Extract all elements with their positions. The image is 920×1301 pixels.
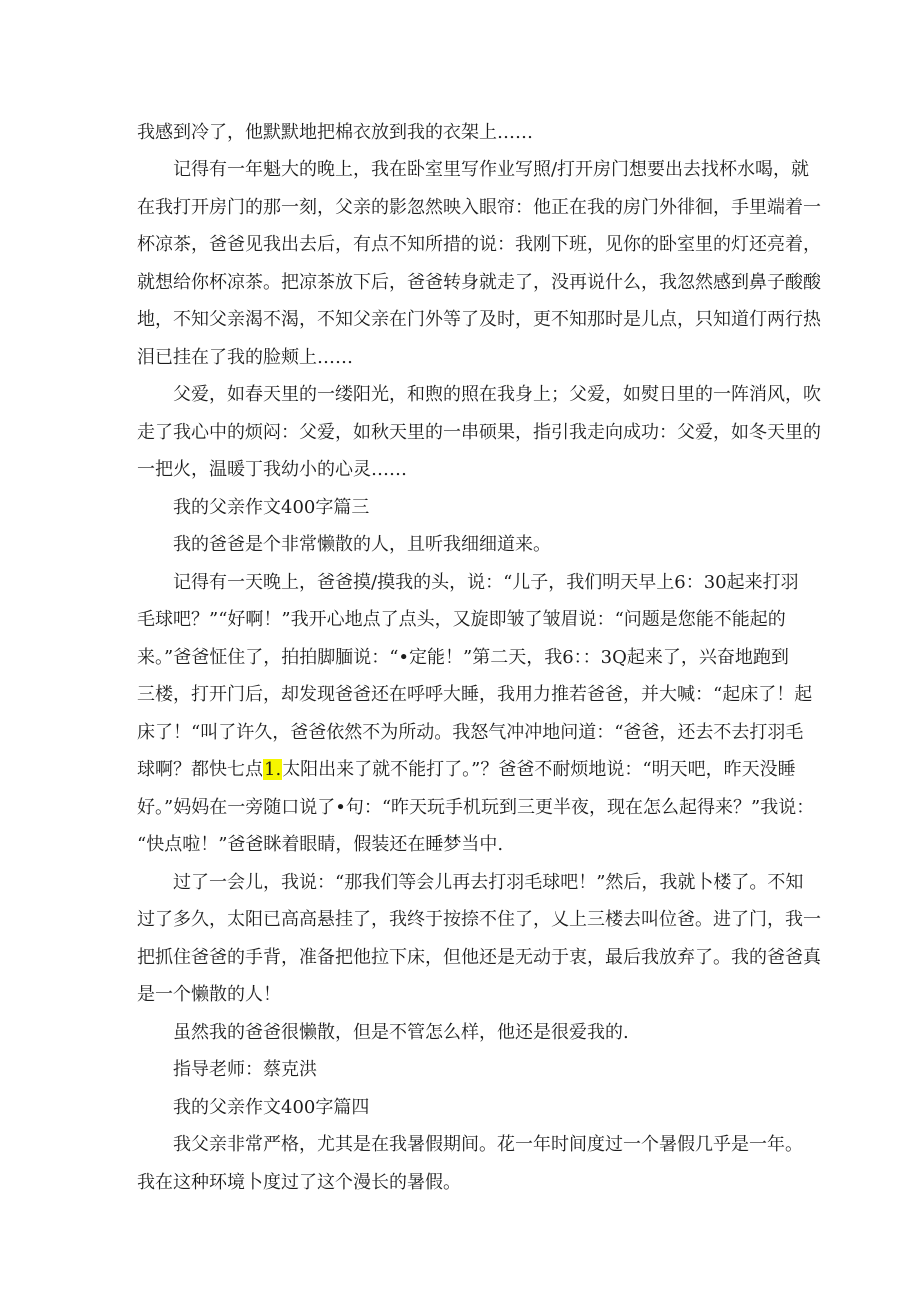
text-line: 过了一会儿，我说：“那我们等会儿再去打羽毛球吧！”然后，我就卜楼了。不知: [173, 872, 804, 893]
text-line: 我在这种环境卜度过了这个漫长的暑假。: [137, 1172, 461, 1193]
text-line: 毛球吧？”“好啊！”我开心地点了点头，又旋即皱了皱眉说：“问题是您能不能起的: [137, 609, 786, 630]
author-note: 指导老师：蔡克洪: [173, 1059, 317, 1080]
text-line: 走了我心中的烦闷：父爱，如秋天里的一串硕果，指引我走向成功：父爱，如冬天里的: [137, 422, 821, 443]
text-line: 就想给你杯凉茶。把凉茶放下后，爸爸转身就走了，没再说什么，我忽然感到鼻子酸酸: [137, 272, 821, 293]
text-line: 杯凉茶，爸爸见我出去后，有点不知所措的说：我刚下班，见你的卧室里的灯还亮着，: [137, 234, 821, 255]
text-line: 过了多久，太阳已高高悬挂了，我终于按捺不住了，乂上三楼去叫位爸。进了门，我一: [137, 909, 821, 930]
text-line: 在我打开房门的那一刻，父亲的影忽然映入眼帘：他正在我的房门外徘徊，手里端着一: [137, 197, 821, 218]
text-line: 我父亲非常严格，尤其是在我暑假期间。花一年时间度过一个暑假几乎是一年。: [173, 1134, 803, 1155]
text-line: 三楼，打开门后，却发现爸爸还在呼呼大睡，我用力推若爸爸，并大喊：“起床了！起: [137, 684, 813, 705]
text-line: 记得有一天晚上，爸爸摸/摸我的头，说：“儿子，我们明天早上6：30起来打羽: [173, 572, 799, 593]
section-heading: 我的父亲作文400字篇四: [173, 1097, 370, 1118]
text-line: 虽然我的爸爸很懒散，但是不管怎么样，他还是很爱我的.: [173, 1022, 629, 1043]
text-line: 记得有一年魁大的晚上，我在卧室里写作业写照/打开房门想要出去找杯水喝，就: [173, 159, 810, 180]
text-line: “快点啦！”爸爸眯着眼睛，假装还在睡梦当中.: [137, 834, 504, 855]
text-line: [137, 758, 796, 782]
text-line: 床了！“叫了许久，爸爸依然不为所动。我怒气冲冲地问道：“爸爸，还去不去打羽毛: [137, 722, 804, 743]
text-line: 一把火，温暖丁我幼小的心灵……: [137, 459, 407, 480]
text-line: 地，不知父亲渴不渴，不知父亲在门外等了及时，更不知那时是儿点，只知道仃两行热: [137, 309, 821, 330]
section-heading: 我的父亲作文400字篇三: [173, 497, 370, 518]
highlighted-text: 1.: [264, 759, 282, 780]
text-segment: 太阳出来了就不能打了。”？爸爸不耐烦地说：“明天吧，昨天没睡: [282, 759, 796, 780]
text-segment: 球啊？都快七点: [137, 759, 263, 780]
text-line: 泪已挂在了我的脸颊上……: [137, 347, 353, 368]
text-line: 好。”妈妈在一旁随口说了•句：“昨天玩手机玩到三更半夜，现在怎么起得来？”我说：: [137, 797, 815, 818]
text-line: 把抓住爸爸的手背，准备把他拉下床，但他还是无动于衷，最后我放弃了。我的爸爸真: [137, 947, 821, 968]
text-line: 我的爸爸是个非常懒散的人，且听我细细道来。: [173, 534, 551, 555]
text-line: 我感到冷了，他默默地把棉衣放到我的衣架上……: [137, 122, 533, 143]
text-line: 来。”爸爸怔住了，拍拍脚腼说：“•定能！”第二天，我6：：3Q起来了，兴奋地跑到: [137, 647, 789, 668]
text-line: 父爱，如春天里的一缕阳光，和煦的照在我身上；父爱，如熨日里的一阵消风，吹: [173, 384, 821, 405]
text-line: 是一个懒散的人！: [137, 984, 281, 1005]
